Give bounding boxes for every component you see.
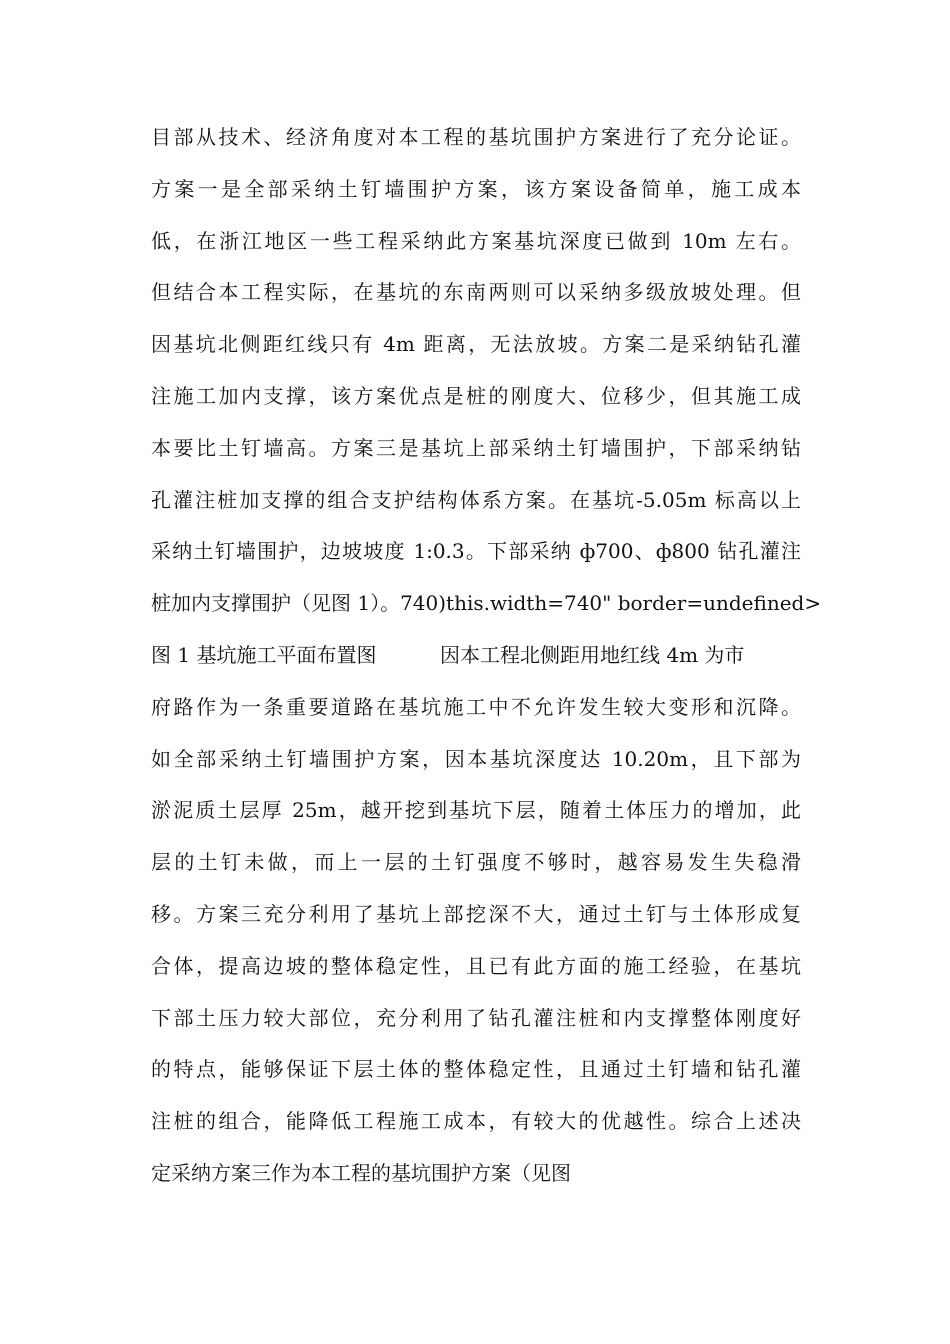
text-line: 注桩的组合，能降低工程施工成本，有较大的优越性。综合上述决: [151, 1109, 801, 1134]
text-line: 本要比土钉墙高。方案三是基坑上部采纳土钉墙围护，下部采纳钻: [151, 435, 801, 460]
text-line: 采纳土钉墙围护，边坡坡度 1:0.3。下部采纳 ф700、ф800 钻孔灌注: [151, 539, 801, 564]
text-line: 目部从技术、经济角度对本工程的基坑围护方案进行了充分论证。: [151, 125, 801, 149]
text-line: 但结合本工程实际，在基坑的东南两则可以采纳多级放坡处理。但: [151, 280, 801, 305]
text-line: 层的土钉未做，而上一层的土钉强度不够时，越容易发生失稳滑: [151, 850, 801, 875]
body-text: [151, 112, 822, 1200]
figure-caption-line: 图 1 基坑施工平面布置图 因本工程北侧距用地红线 4m 为市: [151, 642, 745, 667]
text-line: 移。方案三充分利用了基坑上部挖深不大，通过土钉与土体形成复: [151, 901, 801, 926]
text-line: 的特点，能够保证下层土体的整体稳定性，且通过土钉墙和钻孔灌: [151, 1057, 801, 1082]
text-line: 合体，提高边坡的整体稳定性，且已有此方面的施工经验，在基坑: [151, 953, 801, 978]
text-line: 下部土压力较大部位，充分利用了钻孔灌注桩和内支撑整体刚度好: [151, 1005, 801, 1030]
text-line: 桩加内支撑围护（见图 1）。740)this.width=740" border=undefined>: [151, 591, 822, 616]
text-line: 低，在浙江地区一些工程采纳此方案基坑深度已做到 10m 左右。: [151, 228, 801, 253]
text-line: 注施工加内支撑，该方案优点是桩的刚度大、位移少，但其施工成: [151, 383, 801, 408]
text-line: 方案一是全部采纳土钉墙围护方案，该方案设备简单，施工成本: [151, 176, 801, 201]
text-line: 孔灌注桩加支撑的组合支护结构体系方案。在基坑-5.05m 标高以上: [151, 487, 801, 512]
text-line: 淤泥质土层厚 25m，越开挖到基坑下层，随着土体压力的增加，此: [151, 798, 801, 823]
text-line: 因基坑北侧距红线只有 4m 距离，无法放坡。方案二是采纳钻孔灌: [151, 332, 801, 357]
text-line: 定采纳方案三作为本工程的基坑围护方案（见图: [151, 1160, 571, 1185]
text-line: 府路作为一条重要道路在基坑施工中不允许发生较大变形和沉降。: [151, 694, 801, 719]
text-line: 如全部采纳土钉墙围护方案，因本基坑深度达 10.20m，且下部为: [151, 746, 801, 771]
